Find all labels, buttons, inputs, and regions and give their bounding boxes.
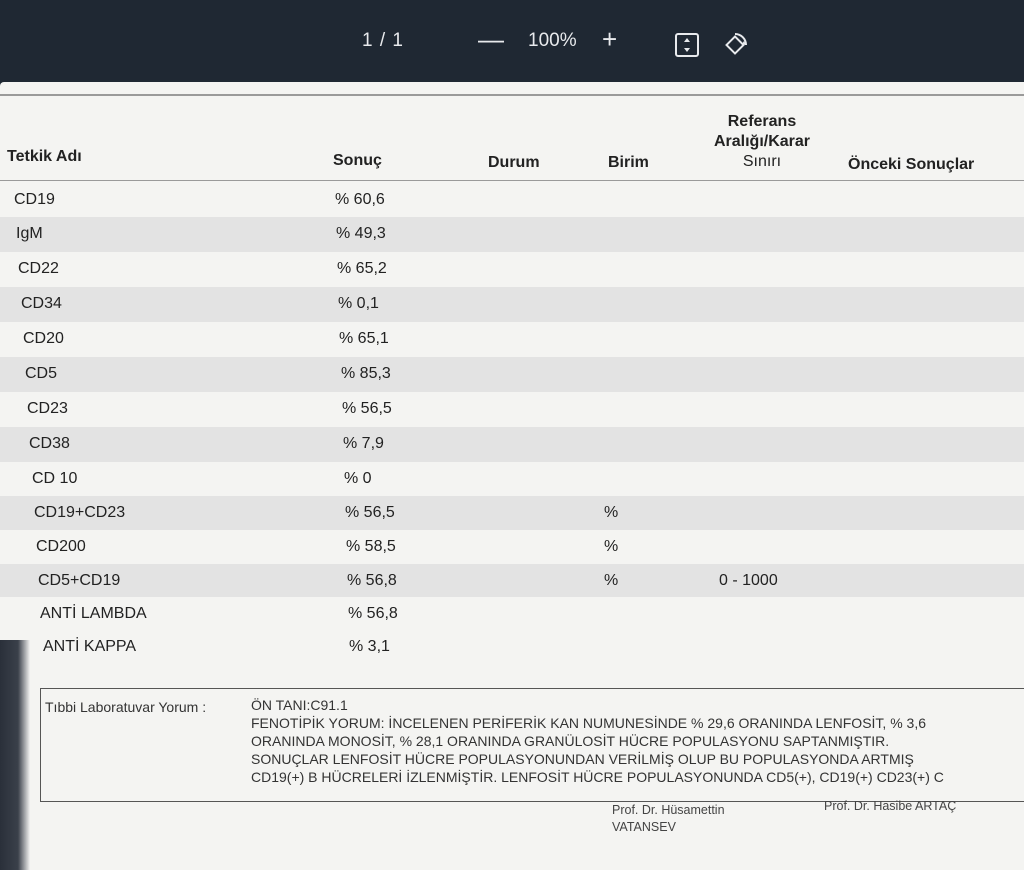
- unit-cell: %: [604, 504, 619, 521]
- header-divider: [0, 180, 1024, 181]
- result-cell: % 0: [344, 470, 372, 487]
- test-name-cell: ANTİ KAPPA: [43, 638, 137, 655]
- result-cell: % 3,1: [349, 638, 390, 655]
- table-row: [0, 252, 1024, 287]
- header-status: Durum: [488, 154, 540, 171]
- result-cell: % 85,3: [341, 365, 391, 382]
- header-reference-line3: Sınırı: [742, 153, 782, 170]
- result-cell: % 7,9: [343, 435, 384, 452]
- result-cell: % 65,1: [339, 330, 389, 347]
- table-row: [0, 530, 1024, 564]
- pdf-viewer-toolbar: [0, 0, 1024, 88]
- table-row: [0, 357, 1024, 392]
- comment-line: ORANINDA MONOSİT, % 28,1 ORANINDA GRANÜLOSİT HÜCRE POPULASYONU SAPTANMIŞTIR.: [251, 733, 890, 749]
- top-divider: [0, 94, 1024, 96]
- result-cell: % 58,5: [346, 538, 396, 555]
- test-name-cell: CD38: [29, 435, 70, 452]
- table-row: [0, 427, 1024, 462]
- test-name-cell: ANTİ LAMBDA: [40, 605, 147, 622]
- table-row: [0, 496, 1024, 530]
- signature-1-surname: VATANSEV: [612, 820, 676, 834]
- test-name-cell: CD5: [25, 365, 58, 382]
- comment-line: CD19(+) B HÜCRELERİ İZLENMİŞTİR. LENFOSİT HÜCRE POPULASYONUNDA CD5(+), CD19(+) CD23(+) C: [251, 769, 944, 785]
- table-row: [0, 183, 1024, 217]
- result-cell: % 60,6: [335, 191, 385, 208]
- table-row: [0, 322, 1024, 357]
- unit-cell: %: [604, 572, 619, 589]
- result-cell: % 56,8: [348, 605, 398, 622]
- table-row: [0, 287, 1024, 322]
- comment-line: FENOTİPİK YORUM: İNCELENEN PERİFERİK KAN NUMUNESİNDE % 29,6 ORANINDA LENFOSİT, % 3,6: [251, 715, 927, 731]
- comment-label: Tıbbi Laboratuvar Yorum :: [45, 699, 207, 715]
- header-previous-results: Önceki Sonuçlar: [848, 156, 975, 173]
- fit-page-icon[interactable]: [674, 32, 700, 58]
- table-row: [0, 630, 1024, 663]
- zoom-level: 100%: [528, 30, 577, 51]
- result-cell: % 49,3: [336, 225, 386, 242]
- header-reference: [708, 112, 816, 172]
- rotate-icon[interactable]: [722, 32, 748, 58]
- signature-1-name: Prof. Dr. Hüsamettin: [612, 803, 725, 817]
- result-cell: % 65,2: [337, 260, 387, 277]
- lab-comment-box: [40, 688, 1024, 802]
- header-reference-line2: Aralığı/Karar: [713, 133, 811, 150]
- test-name-cell: CD 10: [32, 470, 78, 487]
- signature-1: [612, 802, 725, 836]
- test-name-cell: CD200: [36, 538, 86, 555]
- table-row: [0, 462, 1024, 496]
- comment-line: ÖN TANI:C91.1: [251, 697, 348, 713]
- table-row: [0, 597, 1024, 630]
- unit-cell: %: [604, 538, 619, 555]
- test-name-cell: CD34: [21, 295, 62, 312]
- zoom-in-button[interactable]: +: [602, 24, 618, 54]
- signature-2: Prof. Dr. Hasibe ARTAÇ: [824, 799, 957, 813]
- page-indicator: 1 / 1: [362, 30, 404, 51]
- screen-edge-shadow: [0, 640, 30, 870]
- reference-cell: 0 - 1000: [719, 572, 778, 589]
- test-name-cell: CD19: [14, 191, 55, 208]
- comment-line: SONUÇLAR LENFOSİT HÜCRE POPULASYONUNDAN VERİLMİŞ OLUP BU POPULASYONDA ARTMIŞ: [251, 751, 914, 767]
- test-name-cell: IgM: [16, 225, 43, 242]
- header-unit: Birim: [608, 154, 649, 171]
- result-cell: % 56,5: [342, 400, 392, 417]
- result-cell: % 0,1: [338, 295, 379, 312]
- header-test-name: Tetkik Adı: [7, 148, 82, 165]
- zoom-out-button[interactable]: —: [478, 24, 504, 54]
- header-reference-line1: Referans: [727, 113, 797, 130]
- test-name-cell: CD22: [18, 260, 59, 277]
- header-result: Sonuç: [333, 152, 382, 169]
- test-name-cell: CD19+CD23: [34, 504, 126, 521]
- table-row: [0, 564, 1024, 597]
- result-cell: % 56,5: [345, 504, 395, 521]
- test-name-cell: CD20: [23, 330, 64, 347]
- table-row: [0, 217, 1024, 252]
- report-page: [0, 82, 1024, 870]
- test-name-cell: CD23: [27, 400, 68, 417]
- table-row: [0, 392, 1024, 427]
- test-name-cell: CD5+CD19: [38, 572, 121, 589]
- result-cell: % 56,8: [347, 572, 397, 589]
